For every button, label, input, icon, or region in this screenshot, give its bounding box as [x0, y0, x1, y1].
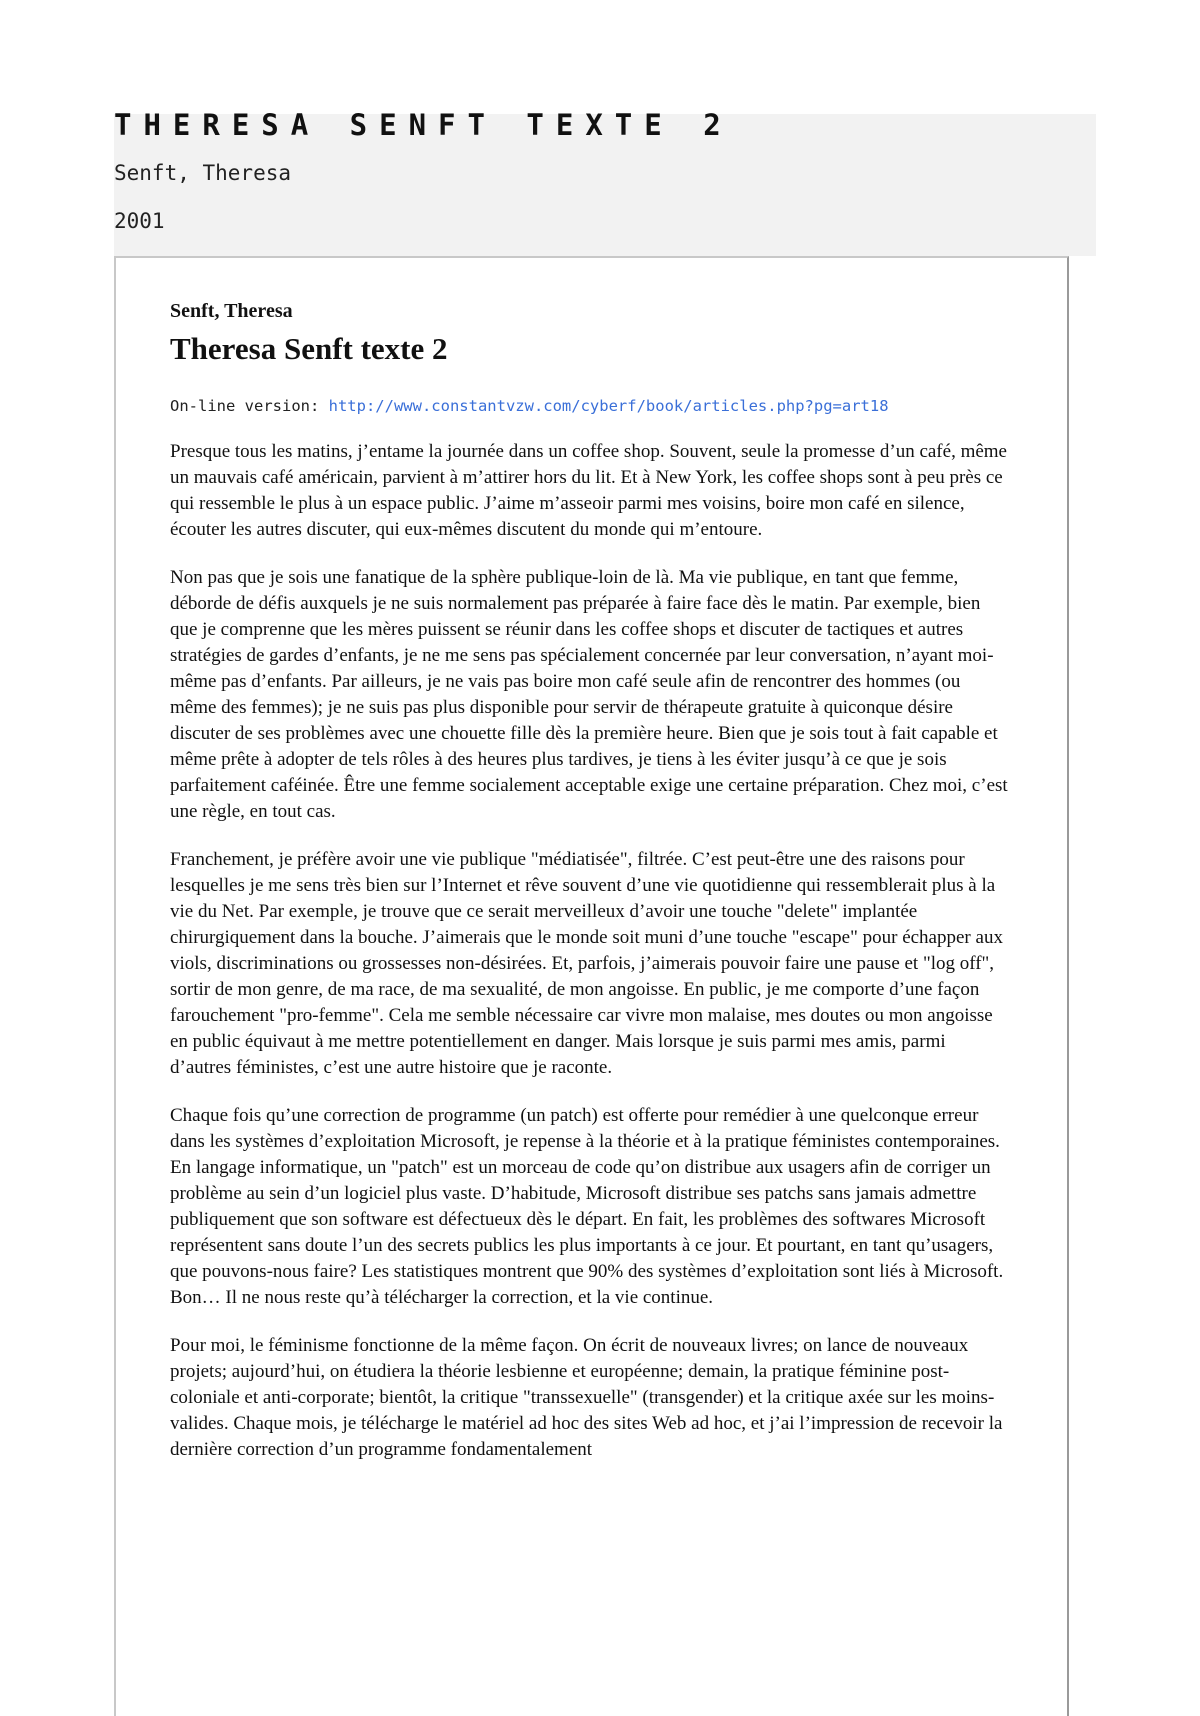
paragraph-1: Presque tous les matins, j’entame la journée dans un coffee shop. Souvent, seule la promesse d’un café, même un mauvais café américain, parvient à m’attirer hors du lit. Et à New York, les coffee shops sont à peu près ce qui ressemble le plus à un espace public. J’aime m’asseoir parmi mes voisins, boire mon café en silence, écouter les autres discuter, qui eux-mêmes discutent du monde qui m’entoure. [170, 441, 1007, 540]
paragraph-3: Franchement, je préfère avoir une vie publique "médiatisée", filtrée. C’est peut-être une des raisons pour lesquelles je me sens très bien sur l’Internet et rêve souvent d’une vie quotidienne qui ressemblerait plus à la vie du Net. Par exemple, je trouve que ce serait merveilleux d’avoir une touche "delete" implantée chirurgiquement dans la bouche. J’aimerais que le monde soit muni d’une touche "escape" pour échapper aux viols, discriminations ou grossesses non-désirées. Et, parfois, j’aimerais pouvoir faire une pause et "log off", sortir de mon genre, de ma race, de ma sexualité, de mon angoisse. En public, je me comporte d’une façon farouchement "pro-femme". Cela me semble nécessaire car vivre mon malaise, mes doutes ou mon angoisse en public équivaut à me mettre potentiellement en danger. Mais lorsque je suis parmi mes amis, parmi d’autres féministes, c’est une autre histoire que je raconte. [170, 849, 1003, 1078]
document-author: Senft, Theresa [114, 161, 292, 185]
online-version-label: On-line version: [170, 397, 329, 415]
article-title: Theresa Senft texte 2 [170, 331, 448, 366]
paragraph-4: Chaque fois qu’une correction de programme (un patch) est offerte pour remédier à une quelconque erreur dans les systèmes d’exploitation Microsoft, je repense à la théorie et à la pratique féministes contemporaines. En langage informatique, un "patch" est un morceau de code qu’on distribue aux usagers afin de corriger un problème au sein d’un logiciel plus vaste. D’habitude, Microsoft distribue ses patchs sans jamais admettre publiquement que son software est défectueux dès le départ. En fait, les problèmes des softwares Microsoft représentent sans doute l’un des secrets publics les plus importants à ce jour. Et pourtant, en tant qu’usagers, que pouvons-nous faire? Les statistiques montrent que 90% des systèmes d’exploitation sont liés à Microsoft. Bon… Il ne nous reste qu’à télécharger la correction, et la vie continue. [170, 1105, 1004, 1308]
online-version-line [170, 397, 1010, 415]
paragraph-2: Non pas que je sois une fanatique de la sphère publique-loin de là. Ma vie publique, en tant que femme, déborde de défis auxquels je ne suis normalement pas préparée à faire face dès le matin. Par exemple, bien que je comprenne que les mères puissent se réunir dans les coffee shops et discuter de tactiques et autres stratégies de gardes d’enfants, je ne me sens pas spécialement concernée par leur conversation, n’ayant moi-même pas d’enfants. Par ailleurs, je ne vais pas boire mon café seule afin de rencontrer des hommes (ou même des femmes); je ne suis pas plus disponible pour servir de thérapeute gratuite à quiconque désire discuter de ses problèmes avec une chouette fille dès la première heure. Bien que je sois tout à fait capable et même prête à adopter de tels rôles à des heures plus tardives, je tiens à les éviter jusqu’à ce que je sois parfaitement caféinée. Être une femme socialement acceptable exige une certaine préparation. Chez moi, c’est une règle, en tout cas. [170, 567, 1008, 822]
paragraph-5: Pour moi, le féminisme fonctionne de la même façon. On écrit de nouveaux livres; on lance de nouveaux projets; aujourd’hui, on étudiera la théorie lesbienne et européenne; demain, la pratique féminine post-coloniale et anti-corporate; bientôt, la critique "transsexuelle" (transgender) et la critique axée sur les moins-valides. Chaque mois, je télécharge le matériel ad hoc des sites Web ad hoc, et j’ai l’impression de recevoir la dernière correction d’un programme fondamentalement [170, 1335, 1003, 1460]
article-frame [114, 256, 1069, 1716]
document-title: THERESA SENFT TEXTE 2 [114, 108, 733, 142]
document-year: 2001 [114, 209, 165, 233]
article-author: Senft, Theresa [170, 300, 293, 322]
online-version-link[interactable]: http://www.constantvzw.com/cyberf/book/articles.php?pg=art18 [328, 397, 889, 415]
article-body [170, 300, 1010, 1485]
